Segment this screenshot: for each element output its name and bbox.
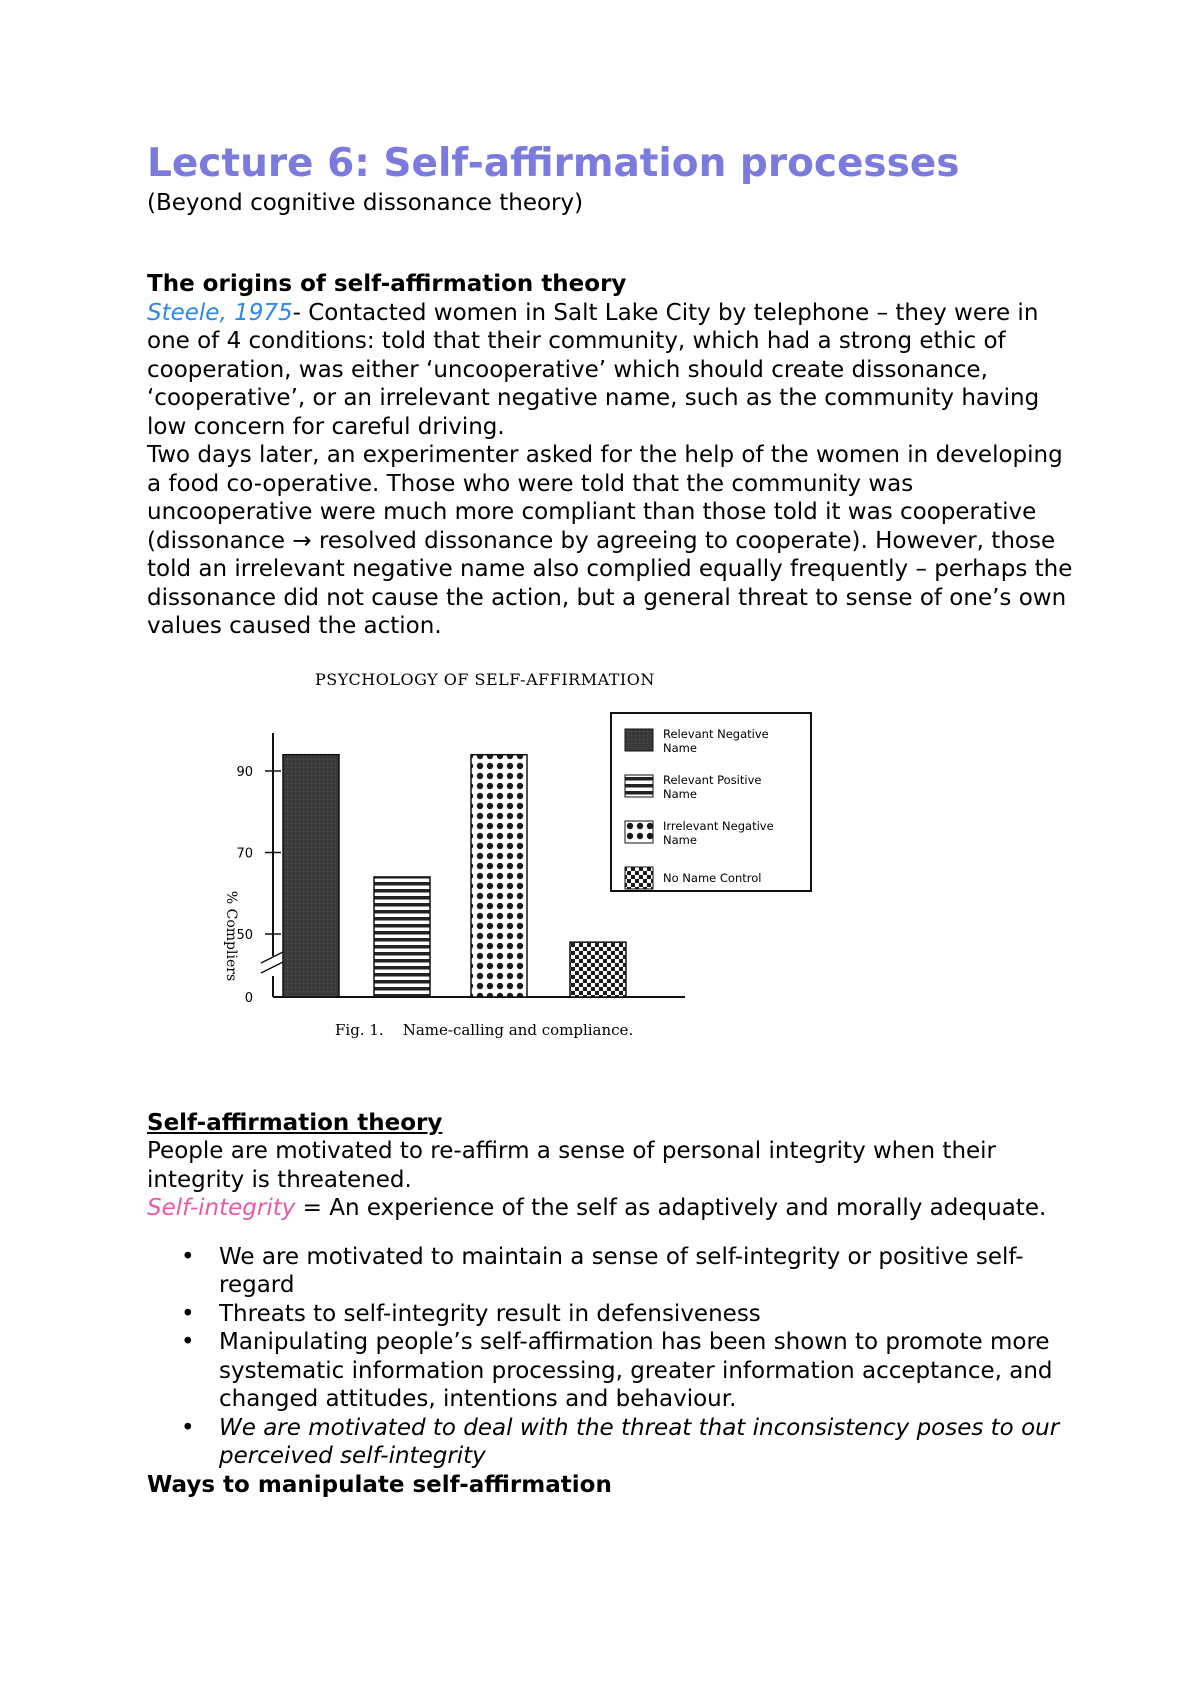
legend-label-2: Relevant Positive Name — [663, 772, 762, 801]
legend-swatch-4 — [625, 867, 653, 889]
y-tick-label: 50 — [236, 927, 253, 943]
legend-swatch-3 — [625, 821, 653, 843]
bar-chart — [215, 651, 915, 1083]
y-tick-label: 70 — [236, 846, 253, 861]
theory-definition — [147, 1194, 1077, 1223]
chart-title: PSYCHOLOGY OF SELF-AFFIRMATION — [315, 669, 655, 689]
document-page — [147, 140, 1077, 1499]
bullet-icon: • — [181, 1414, 195, 1441]
list-item: • We are motivated to deal with the threat that inconsistency poses to our perceived self-integrity — [181, 1414, 1060, 1469]
theory-bullet-list — [147, 1243, 1077, 1471]
list-item: • Threats to self-integrity result in defensiveness — [181, 1300, 761, 1327]
bullet-icon: • — [181, 1243, 195, 1270]
bullet-icon: • — [181, 1300, 195, 1327]
figure-self-affirmation-chart — [147, 651, 1077, 1083]
section-ways-heading: Ways to manipulate self-affirmation — [147, 1471, 612, 1498]
legend-label-1: Relevant Negative Name — [663, 726, 769, 755]
chart-legend — [611, 713, 811, 891]
list-item: • We are motivated to maintain a sense of self-integrity or positive self-regard — [181, 1243, 1024, 1298]
bullet-icon: • — [181, 1329, 195, 1355]
axis-break-mark — [261, 961, 285, 973]
bar-4 — [570, 942, 626, 997]
legend-swatch-2 — [625, 775, 653, 797]
bar-3 — [471, 754, 527, 996]
y-tick-label: 0 — [244, 990, 253, 1006]
origins-paragraph-2: Two days later, an experimenter asked for the help of the women in developing a food co-operative. Those who were told that the community was uncooperative were much more compliant than those told it was cooperative (dissonance → resolved dissonance by agreeing to cooperate). However, those told an irrelevant negative name also complied equally frequently – perhaps the dissonance did not cause the action, but a general threat to sense of one’s own values caused the action. — [147, 442, 1073, 639]
page-title: Lecture 6: Self-affirmation processes — [147, 141, 960, 186]
page-subtitle: (Beyond cognitive dissonance theory) — [147, 190, 584, 216]
origins-paragraph-1-text: - Contacted women in Salt Lake City by telephone – they were in one of 4 conditions: told that their community, which had a strong ethic of cooperation, was either ‘uncooperative’ which should create dissonance, ‘cooperative’, or an irrelevant negative name, such as the community having low concern for careful driving. — [147, 299, 1040, 440]
chart-bars — [283, 754, 626, 996]
citation-steele-1975: Steele, 1975 — [147, 299, 293, 326]
y-tick-label: 90 — [236, 764, 253, 780]
legend-label-4: No Name Control — [663, 870, 762, 885]
section-theory-heading: Self-affirmation theory — [147, 1109, 443, 1136]
theory-paragraph-1: People are motivated to re-affirm a sense of personal integrity when their integrity is threatened. — [147, 1138, 997, 1193]
bar-1 — [283, 754, 339, 996]
list-item: • Manipulating people’s self-affirmation has been shown to promote more systematic information processing, greater information acceptance, and changed attitudes, intentions and behaviour. — [181, 1329, 1053, 1412]
chart-caption: Fig. 1. Name-calling and compliance. — [335, 1020, 634, 1039]
legend-label-3: Irrelevant Negative Name — [663, 818, 774, 847]
y-axis-label: % Compliers — [223, 890, 239, 981]
section-origins-heading: The origins of self-affirmation theory — [147, 271, 627, 297]
term-definition: = An experience of the self as adaptively and morally adequate. — [295, 1195, 1047, 1221]
legend-swatch-1 — [625, 729, 653, 751]
term-self-integrity: Self-integrity — [147, 1195, 296, 1221]
origins-paragraph-1 — [147, 299, 1077, 442]
bar-2 — [374, 876, 430, 996]
